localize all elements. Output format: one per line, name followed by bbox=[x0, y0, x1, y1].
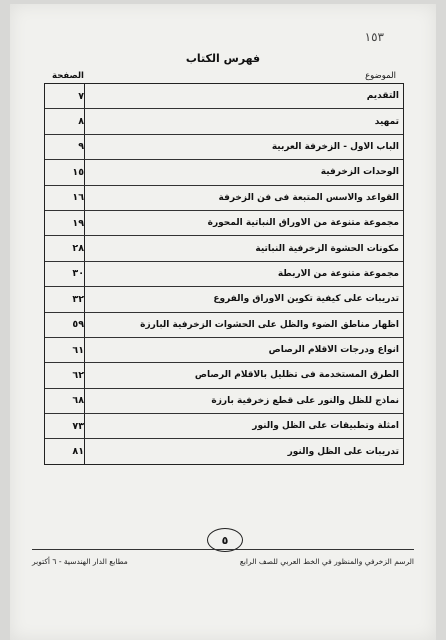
toc-row-page: ٩ bbox=[45, 135, 85, 159]
paper-sheet bbox=[10, 4, 436, 640]
toc-row-page: ٢٨ bbox=[45, 236, 85, 260]
toc-table bbox=[44, 83, 404, 465]
toc-title: فهرس الكتاب bbox=[185, 52, 261, 65]
toc-row-page: ٦١ bbox=[45, 338, 85, 362]
toc-row bbox=[45, 186, 403, 211]
toc-row-topic: مجموعة متنوعة من الأوراق النباتية المحورة bbox=[207, 218, 399, 229]
toc-row bbox=[45, 313, 403, 338]
toc-row-page: ٦٨ bbox=[45, 389, 85, 413]
toc-row-topic: مجموعة متنوعة من الأربطة bbox=[277, 268, 399, 279]
toc-row-topic: الوحدات الزخرفية bbox=[320, 167, 399, 178]
toc-row bbox=[45, 109, 403, 134]
toc-row bbox=[45, 211, 403, 236]
footer-book-title: الرسم الزخرفي والمنظور في الخط العربي للصف الرابع bbox=[239, 557, 414, 566]
toc-row-topic: تدريبات على كيفية تكوين الأوراق والفروع bbox=[213, 294, 399, 305]
toc-row-page: ١٦ bbox=[45, 186, 85, 210]
toc-row bbox=[45, 262, 403, 287]
top-page-number: ١٥٣ bbox=[364, 30, 384, 44]
column-header-page: الصفحة bbox=[52, 71, 84, 81]
toc-row-page: ٣٠ bbox=[45, 262, 85, 286]
toc-row bbox=[45, 236, 403, 261]
footer-page-number: ٥ bbox=[207, 528, 243, 552]
toc-row-topic: اظهار مناطق الضوء والظل على الحشوات الزخرفية البارزة bbox=[140, 319, 399, 330]
toc-row-topic: تدريبات على الظل والنور bbox=[287, 446, 399, 457]
toc-row bbox=[45, 160, 403, 185]
footer-divider bbox=[32, 549, 414, 550]
toc-row bbox=[45, 414, 403, 439]
column-header-topic: الموضوع bbox=[365, 71, 396, 81]
toc-column-headers bbox=[44, 71, 400, 81]
toc-row-topic: أنواع ودرجات الأقلام الرصاص bbox=[268, 345, 399, 356]
toc-row bbox=[45, 363, 403, 388]
footer bbox=[32, 557, 414, 566]
toc-row-topic: مكونات الحشوة الزخرفية النباتية bbox=[255, 243, 399, 254]
toc-row bbox=[45, 389, 403, 414]
toc-row-page: ١٥ bbox=[45, 160, 85, 184]
toc-row-topic: تمهيد bbox=[374, 116, 399, 127]
toc-row-topic: نماذج للظل والنور على قطع زخرفية بارزة bbox=[211, 395, 399, 406]
toc-row-page: ٧ bbox=[45, 84, 85, 108]
toc-row bbox=[45, 338, 403, 363]
toc-row-page: ٨ bbox=[45, 109, 85, 133]
toc-row-page: ٥٩ bbox=[45, 313, 85, 337]
toc-row-topic: الباب الأول - الزخرفة العربية bbox=[271, 141, 399, 152]
toc-row bbox=[45, 84, 403, 109]
footer-printer: مطابع الدار الهندسية - ٦ أكتوبر bbox=[32, 557, 128, 566]
toc-row-topic: التقديم bbox=[366, 91, 399, 102]
toc-row-page: ٧٣ bbox=[45, 414, 85, 438]
toc-row bbox=[45, 439, 403, 463]
toc-row-topic: الطرق المستخدمة فى تظليل بالأقلام الرصاص bbox=[194, 370, 399, 381]
toc-row-topic: امثلة وتطبيقات على الظل والنور bbox=[252, 421, 399, 432]
toc-row-page: ١٩ bbox=[45, 211, 85, 235]
toc-row-page: ٣٢ bbox=[45, 287, 85, 311]
toc-row-page: ٨١ bbox=[45, 439, 85, 463]
toc-row bbox=[45, 287, 403, 312]
toc-row-topic: القواعد والأسس المتبعة فى فن الزخرفة bbox=[218, 192, 399, 203]
toc-row bbox=[45, 135, 403, 160]
toc-row-page: ٦٢ bbox=[45, 363, 85, 387]
